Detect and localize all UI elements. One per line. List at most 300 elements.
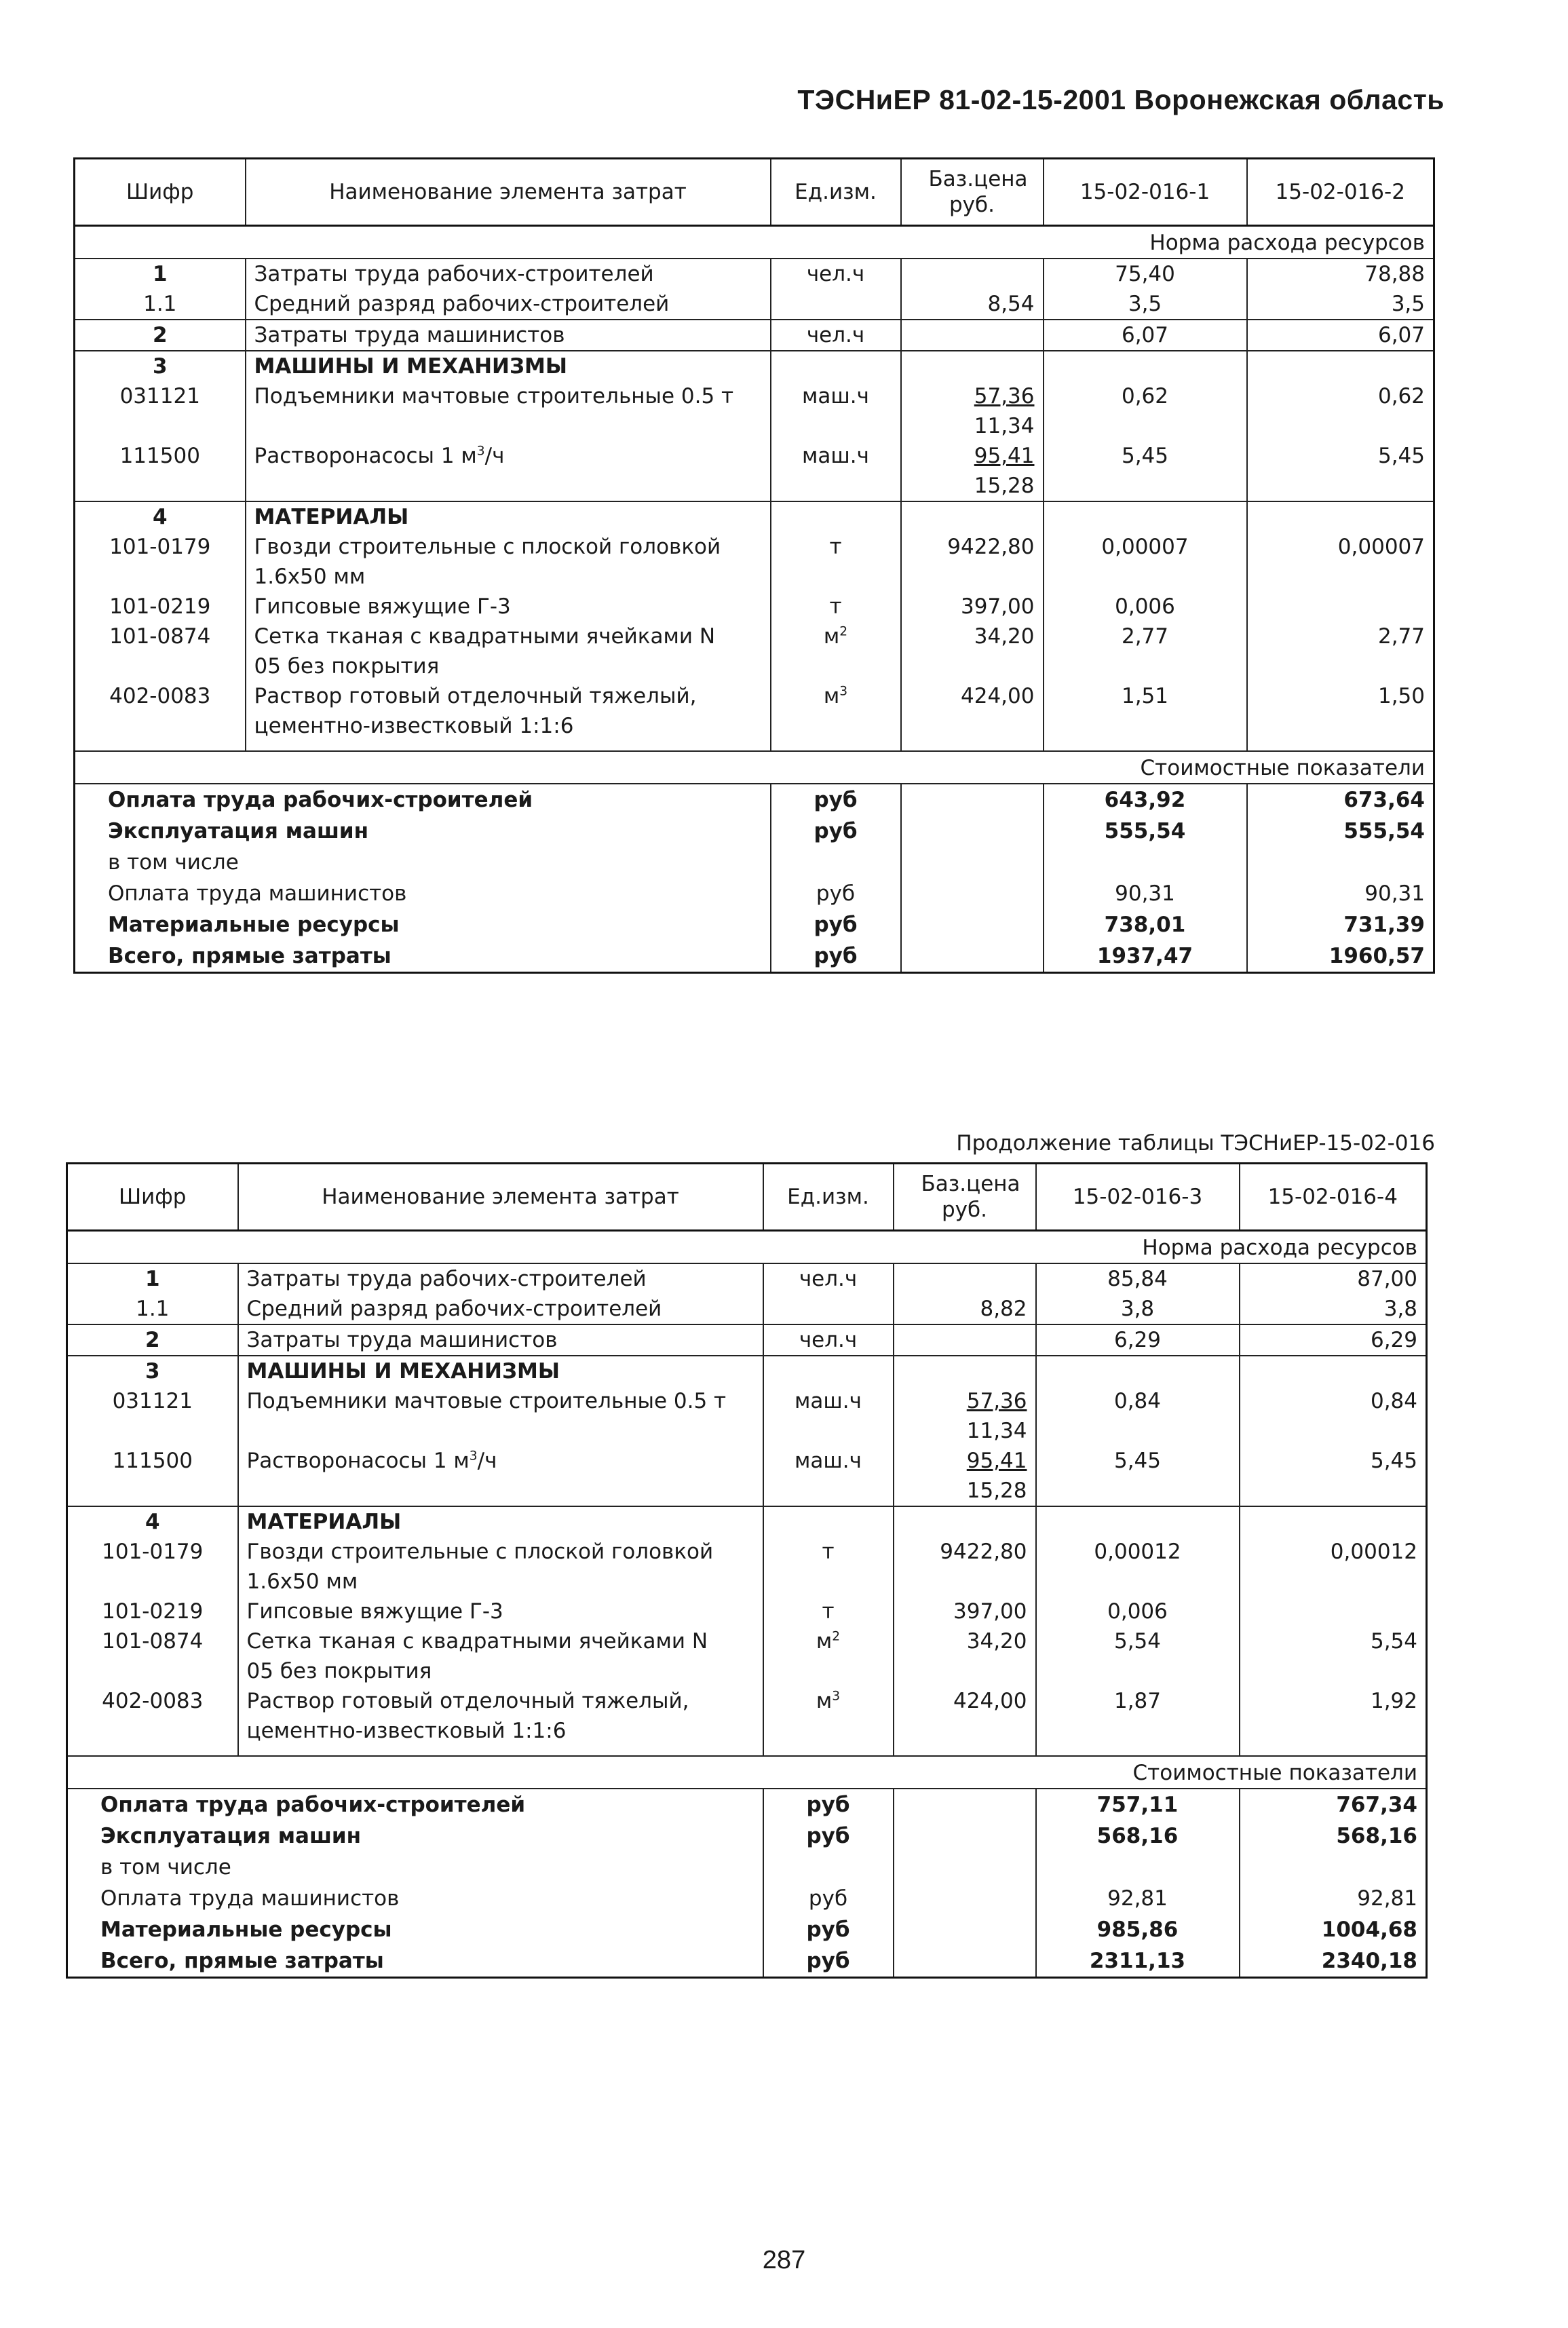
- row-value-a: 75,40: [1044, 259, 1247, 289]
- row-price-value: 397,00: [953, 1599, 1027, 1624]
- row-price: [894, 1294, 1036, 1324]
- row-unit: [771, 320, 901, 351]
- document-header: ТЭСНиЕР 81-02-15-2001 Воронежская область: [797, 84, 1445, 115]
- total-name: в том числе: [67, 1852, 763, 1883]
- row-price-value: 8,82: [980, 1297, 1027, 1321]
- total-price: [894, 1789, 1036, 1820]
- row-price-value: 95,41: [974, 444, 1035, 468]
- total-price: [901, 940, 1044, 973]
- table-row: [75, 441, 1434, 501]
- table-row: [75, 681, 1434, 741]
- total-row: [67, 1820, 1427, 1852]
- row-unit-sup: 3: [832, 1689, 841, 1704]
- row-price: [901, 501, 1044, 532]
- row-unit: [763, 1294, 894, 1324]
- row-unit: [763, 1537, 894, 1597]
- total-unit: руб: [763, 1883, 894, 1914]
- total-row: [67, 1852, 1427, 1883]
- total-unit: [771, 847, 901, 878]
- row-price-value-2: 11,34: [966, 1419, 1027, 1443]
- row-name: [246, 351, 771, 381]
- row-unit-text: м: [816, 1629, 833, 1654]
- row-price-value: 95,41: [966, 1449, 1027, 1473]
- table-row: [67, 1294, 1427, 1324]
- total-unit: руб: [763, 1914, 894, 1945]
- col-header-unit: Ед.изм.: [763, 1164, 894, 1231]
- row-name: [246, 622, 771, 681]
- row-code: 031121: [75, 381, 246, 441]
- col-header-price: Баз.цена руб.: [894, 1164, 1036, 1231]
- row-unit: [763, 1356, 894, 1386]
- row-value-b: 6,07: [1247, 320, 1434, 351]
- row-name: [246, 259, 771, 289]
- row-name-text: Растворонасосы 1 м: [254, 444, 477, 468]
- row-name-line2: 05 без покрытия: [254, 654, 440, 679]
- row-name-tail: /ч: [477, 1449, 497, 1473]
- total-value-b: [1240, 1852, 1427, 1883]
- total-price: [901, 847, 1044, 878]
- row-unit-text: м: [823, 624, 840, 649]
- row-price-value-2: 15,28: [974, 474, 1035, 498]
- row-value-b: 0,62: [1247, 381, 1434, 441]
- total-name: Всего, прямые затраты: [67, 1945, 763, 1978]
- table-row: [75, 381, 1434, 441]
- row-price-value: 57,36: [966, 1389, 1027, 1413]
- row-name: [238, 1506, 763, 1537]
- row-value-b: 3,8: [1240, 1294, 1427, 1324]
- total-row: [75, 940, 1434, 973]
- total-row: [75, 878, 1434, 909]
- total-name: Эксплуатация машин: [67, 1820, 763, 1852]
- row-name-text: Подъемники мачтовые строительные 0.5 т: [254, 384, 734, 408]
- row-value-a: 6,07: [1044, 320, 1247, 351]
- total-value-a: 1937,47: [1044, 940, 1247, 973]
- table-row: [67, 1386, 1427, 1446]
- total-unit: руб: [763, 1789, 894, 1820]
- table-row: [67, 1506, 1427, 1537]
- row-name: [238, 1356, 763, 1386]
- total-value-b: 568,16: [1240, 1820, 1427, 1852]
- total-unit: [763, 1852, 894, 1883]
- total-unit: руб: [771, 816, 901, 847]
- total-name: Оплата труда рабочих-строителей: [75, 784, 771, 816]
- row-value-a: 5,54: [1036, 1626, 1240, 1686]
- col-header-name: Наименование элемента затрат: [246, 159, 771, 226]
- row-value-a: [1036, 1506, 1240, 1537]
- total-value-a: 92,81: [1036, 1883, 1240, 1914]
- row-value-a: 0,00007: [1044, 532, 1247, 592]
- row-name: [246, 381, 771, 441]
- row-code: 1.1: [75, 289, 246, 320]
- row-unit: [763, 1506, 894, 1537]
- row-name-sup: 3: [469, 1449, 478, 1464]
- row-name-text: Средний разряд рабочих-строителей: [254, 292, 670, 316]
- row-unit-text: т: [822, 1599, 835, 1624]
- total-name: Оплата труда машинистов: [75, 878, 771, 909]
- row-code: 1: [75, 259, 246, 289]
- row-code: 3: [67, 1356, 238, 1386]
- row-unit-text: чел.ч: [806, 262, 865, 286]
- row-unit-sup: 3: [839, 684, 848, 699]
- row-price: [894, 1686, 1036, 1746]
- row-price: [894, 1263, 1036, 1294]
- total-name: в том числе: [75, 847, 771, 878]
- col-header-a: 15-02-016-3: [1036, 1164, 1240, 1231]
- row-name: [238, 1686, 763, 1746]
- total-value-b: 1960,57: [1247, 940, 1434, 973]
- total-unit: руб: [771, 940, 901, 973]
- row-value-a: 5,45: [1044, 441, 1247, 501]
- row-unit-sup: 2: [832, 1629, 841, 1644]
- row-unit-text: т: [829, 535, 842, 559]
- row-value-b: [1247, 351, 1434, 381]
- row-name: [238, 1263, 763, 1294]
- row-price-value: 34,20: [974, 624, 1035, 649]
- row-value-b: 3,5: [1247, 289, 1434, 320]
- total-value-b: 555,54: [1247, 816, 1434, 847]
- norm-caption: Норма расхода ресурсов: [75, 226, 1434, 259]
- table-row: [75, 320, 1434, 351]
- row-name-text: МАШИНЫ И МЕХАНИЗМЫ: [246, 1359, 560, 1384]
- row-value-a: 5,45: [1036, 1446, 1240, 1506]
- row-price-value: 397,00: [961, 594, 1035, 619]
- row-unit-text: чел.ч: [799, 1267, 858, 1291]
- total-price: [901, 784, 1044, 816]
- row-code: 101-0874: [75, 622, 246, 681]
- row-value-b: 78,88: [1247, 259, 1434, 289]
- total-name: Эксплуатация машин: [75, 816, 771, 847]
- row-price-value: 9422,80: [947, 535, 1035, 559]
- row-unit: [771, 381, 901, 441]
- row-name: [246, 320, 771, 351]
- row-unit: [763, 1263, 894, 1294]
- total-value-b: 673,64: [1247, 784, 1434, 816]
- total-row: [75, 816, 1434, 847]
- row-value-b: 0,00007: [1247, 532, 1434, 592]
- header-row: [67, 1164, 1427, 1231]
- row-price: [901, 351, 1044, 381]
- row-value-a: 85,84: [1036, 1263, 1240, 1294]
- row-unit-text: м: [816, 1689, 833, 1713]
- row-unit: [771, 622, 901, 681]
- row-price: [894, 1626, 1036, 1686]
- row-name-text: Подъемники мачтовые строительные 0.5 т: [246, 1389, 727, 1413]
- row-unit-text: маш.ч: [802, 384, 869, 408]
- row-value-b: 5,45: [1247, 441, 1434, 501]
- row-unit: [763, 1324, 894, 1356]
- row-price: [901, 592, 1044, 622]
- row-code: 402-0083: [75, 681, 246, 741]
- total-value-a: 90,31: [1044, 878, 1247, 909]
- row-value-b: 5,45: [1240, 1446, 1427, 1506]
- row-unit: [763, 1446, 894, 1506]
- col-header-b: 15-02-016-2: [1247, 159, 1434, 226]
- table-row: [67, 1626, 1427, 1686]
- row-name-line2: 1.6x50 мм: [254, 565, 366, 589]
- row-name: [246, 289, 771, 320]
- total-price: [894, 1852, 1036, 1883]
- row-value-b: 1,92: [1240, 1686, 1427, 1746]
- col-header-code: Шифр: [67, 1164, 238, 1231]
- total-name: Оплата труда рабочих-строителей: [67, 1789, 763, 1820]
- table-row: [67, 1537, 1427, 1597]
- row-price: [901, 259, 1044, 289]
- row-value-a: 0,00012: [1036, 1537, 1240, 1597]
- row-name: [238, 1386, 763, 1446]
- col-header-a: 15-02-016-1: [1044, 159, 1247, 226]
- row-value-a: 2,77: [1044, 622, 1247, 681]
- table-row: [67, 1324, 1427, 1356]
- total-row: [67, 1914, 1427, 1945]
- row-value-b: [1240, 1356, 1427, 1386]
- row-code: 2: [67, 1324, 238, 1356]
- row-value-b: 87,00: [1240, 1263, 1427, 1294]
- total-value-a: 555,54: [1044, 816, 1247, 847]
- total-price: [901, 878, 1044, 909]
- row-code: 1: [67, 1263, 238, 1294]
- row-unit-text: чел.ч: [806, 323, 865, 347]
- row-value-b: 0,84: [1240, 1386, 1427, 1446]
- total-name: Материальные ресурсы: [67, 1914, 763, 1945]
- table-row: [67, 1356, 1427, 1386]
- row-code: 111500: [75, 441, 246, 501]
- row-unit: [771, 351, 901, 381]
- row-code: 4: [75, 501, 246, 532]
- row-value-b: [1247, 501, 1434, 532]
- norm-caption: Норма расхода ресурсов: [67, 1231, 1427, 1264]
- row-unit: [763, 1686, 894, 1746]
- total-unit: руб: [763, 1820, 894, 1852]
- total-value-b: 92,81: [1240, 1883, 1427, 1914]
- row-value-b: 6,29: [1240, 1324, 1427, 1356]
- total-value-b: 2340,18: [1240, 1945, 1427, 1978]
- row-price: [901, 681, 1044, 741]
- table-row: [75, 351, 1434, 381]
- total-price: [894, 1914, 1036, 1945]
- row-code: 2: [75, 320, 246, 351]
- row-unit-text: т: [829, 594, 842, 619]
- row-price: [901, 622, 1044, 681]
- table-row: [67, 1263, 1427, 1294]
- total-value-a: 985,86: [1036, 1914, 1240, 1945]
- row-name: [246, 501, 771, 532]
- total-row: [67, 1789, 1427, 1820]
- table-row: [75, 532, 1434, 592]
- row-name: [238, 1446, 763, 1506]
- col-header-unit: Ед.изм.: [771, 159, 901, 226]
- row-unit-text: маш.ч: [795, 1449, 862, 1473]
- row-price-value: 424,00: [961, 684, 1035, 708]
- total-name: Материальные ресурсы: [75, 909, 771, 940]
- caption-row: [67, 1231, 1427, 1264]
- row-price: [901, 441, 1044, 501]
- row-name-text: Сетка тканая с квадратными ячейками N: [246, 1629, 708, 1654]
- total-value-a: 757,11: [1036, 1789, 1240, 1820]
- row-name: [238, 1626, 763, 1686]
- row-unit: [771, 289, 901, 320]
- row-unit: [763, 1626, 894, 1686]
- row-price: [894, 1446, 1036, 1506]
- row-value-a: 0,84: [1036, 1386, 1240, 1446]
- row-price: [894, 1537, 1036, 1597]
- table-row: [75, 622, 1434, 681]
- total-value-b: 90,31: [1247, 878, 1434, 909]
- row-name: [238, 1597, 763, 1626]
- total-unit: руб: [771, 909, 901, 940]
- row-price: [901, 320, 1044, 351]
- total-value-a: 568,16: [1036, 1820, 1240, 1852]
- row-price-value: 8,54: [987, 292, 1035, 316]
- row-price-value: 34,20: [966, 1629, 1027, 1654]
- col-header-name: Наименование элемента затрат: [238, 1164, 763, 1231]
- row-name-text: Затраты труда рабочих-строителей: [246, 1267, 647, 1291]
- row-code: 4: [67, 1506, 238, 1537]
- row-unit-text: т: [822, 1540, 835, 1564]
- row-code: 111500: [67, 1446, 238, 1506]
- total-row: [67, 1945, 1427, 1978]
- row-name: [238, 1294, 763, 1324]
- total-value-a: 2311,13: [1036, 1945, 1240, 1978]
- row-name-line2: 05 без покрытия: [246, 1659, 432, 1683]
- row-price: [894, 1506, 1036, 1537]
- row-code: 031121: [67, 1386, 238, 1446]
- row-name-text: МАТЕРИАЛЫ: [246, 1510, 402, 1534]
- continuation-title: Продолжение таблицы ТЭСНиЕР-15-02-016: [956, 1131, 1435, 1156]
- row-name: [238, 1324, 763, 1356]
- row-price: [901, 289, 1044, 320]
- row-value-b: 1,50: [1247, 681, 1434, 741]
- row-unit: [771, 259, 901, 289]
- row-code: 402-0083: [67, 1686, 238, 1746]
- table-row: [75, 259, 1434, 289]
- norms-table-2: [66, 1162, 1428, 1979]
- row-value-b: [1240, 1597, 1427, 1626]
- caption-row: [75, 751, 1434, 784]
- row-price-value-2: 15,28: [966, 1478, 1027, 1503]
- row-value-a: [1036, 1356, 1240, 1386]
- row-unit: [763, 1597, 894, 1626]
- row-name-text: Гипсовые вяжущие Г-3: [246, 1599, 503, 1624]
- row-unit-text: маш.ч: [795, 1389, 862, 1413]
- norms-table-1: [73, 157, 1435, 974]
- row-name: [246, 441, 771, 501]
- row-value-a: 0,006: [1036, 1597, 1240, 1626]
- row-code: 101-0874: [67, 1626, 238, 1686]
- table-row: [75, 592, 1434, 622]
- table-row: [67, 1446, 1427, 1506]
- row-value-a: 0,62: [1044, 381, 1247, 441]
- caption-row: [67, 1756, 1427, 1789]
- total-unit: руб: [771, 878, 901, 909]
- row-value-a: 1,51: [1044, 681, 1247, 741]
- total-value-b: 767,34: [1240, 1789, 1427, 1820]
- row-price: [901, 381, 1044, 441]
- row-unit: [763, 1386, 894, 1446]
- row-price-value: 57,36: [974, 384, 1035, 408]
- row-price-value-2: 11,34: [974, 414, 1035, 438]
- row-name: [246, 681, 771, 741]
- row-value-a: 3,8: [1036, 1294, 1240, 1324]
- row-value-b: [1247, 592, 1434, 622]
- total-value-b: 1004,68: [1240, 1914, 1427, 1945]
- col-header-code: Шифр: [75, 159, 246, 226]
- row-value-b: [1240, 1506, 1427, 1537]
- total-price: [894, 1820, 1036, 1852]
- row-unit-text: маш.ч: [802, 444, 869, 468]
- total-name: Всего, прямые затраты: [75, 940, 771, 973]
- total-value-b: 731,39: [1247, 909, 1434, 940]
- row-value-a: 0,006: [1044, 592, 1247, 622]
- total-value-a: 738,01: [1044, 909, 1247, 940]
- total-row: [67, 1883, 1427, 1914]
- total-price: [894, 1883, 1036, 1914]
- row-price: [894, 1324, 1036, 1356]
- table-row: [67, 1686, 1427, 1746]
- total-price: [894, 1945, 1036, 1978]
- row-unit: [771, 681, 901, 741]
- row-name-text: Гвозди строительные с плоской головкой: [246, 1540, 714, 1564]
- row-unit: [771, 441, 901, 501]
- row-name-text: Средний разряд рабочих-строителей: [246, 1297, 662, 1321]
- row-unit-text: м: [823, 684, 840, 708]
- row-unit: [771, 532, 901, 592]
- total-unit: руб: [763, 1945, 894, 1978]
- row-unit: [771, 501, 901, 532]
- row-price-value: 424,00: [953, 1689, 1027, 1713]
- row-value-b: 0,00012: [1240, 1537, 1427, 1597]
- row-name: [238, 1537, 763, 1597]
- row-name-text: МАТЕРИАЛЫ: [254, 505, 409, 529]
- row-name-tail: /ч: [484, 444, 505, 468]
- table-row: [75, 501, 1434, 532]
- row-name: [246, 532, 771, 592]
- row-price: [894, 1386, 1036, 1446]
- row-code: 1.1: [67, 1294, 238, 1324]
- row-value-a: [1044, 351, 1247, 381]
- row-name-line2: цементно-известковый 1:1:6: [246, 1719, 567, 1743]
- row-name-text: Сетка тканая с квадратными ячейками N: [254, 624, 716, 649]
- total-name: Оплата труда машинистов: [67, 1883, 763, 1914]
- row-code: 101-0179: [67, 1537, 238, 1597]
- row-code: 101-0179: [75, 532, 246, 592]
- table-row: [75, 289, 1434, 320]
- row-unit-sup: 2: [839, 624, 848, 639]
- row-name-text: Растворонасосы 1 м: [246, 1449, 470, 1473]
- row-price-value: 9422,80: [940, 1540, 1027, 1564]
- table-row: [67, 1597, 1427, 1626]
- row-unit: [771, 592, 901, 622]
- row-value-a: 6,29: [1036, 1324, 1240, 1356]
- row-code: 101-0219: [75, 592, 246, 622]
- row-code: 101-0219: [67, 1597, 238, 1626]
- cost-caption: Стоимостные показатели: [67, 1756, 1427, 1789]
- cost-caption: Стоимостные показатели: [75, 751, 1434, 784]
- row-name-sup: 3: [476, 444, 485, 459]
- row-name-text: Гвозди строительные с плоской головкой: [254, 535, 721, 559]
- row-name-text: Раствор готовый отделочный тяжелый,: [254, 684, 697, 708]
- row-name: [246, 592, 771, 622]
- total-row: [75, 847, 1434, 878]
- row-name-text: Затраты труда машинистов: [246, 1328, 558, 1352]
- row-value-a: [1044, 501, 1247, 532]
- row-name-line2: 1.6x50 мм: [246, 1569, 358, 1594]
- row-price: [894, 1597, 1036, 1626]
- row-code: 3: [75, 351, 246, 381]
- row-value-a: 1,87: [1036, 1686, 1240, 1746]
- total-price: [901, 816, 1044, 847]
- total-value-a: [1044, 847, 1247, 878]
- row-name-text: Раствор готовый отделочный тяжелый,: [246, 1689, 689, 1713]
